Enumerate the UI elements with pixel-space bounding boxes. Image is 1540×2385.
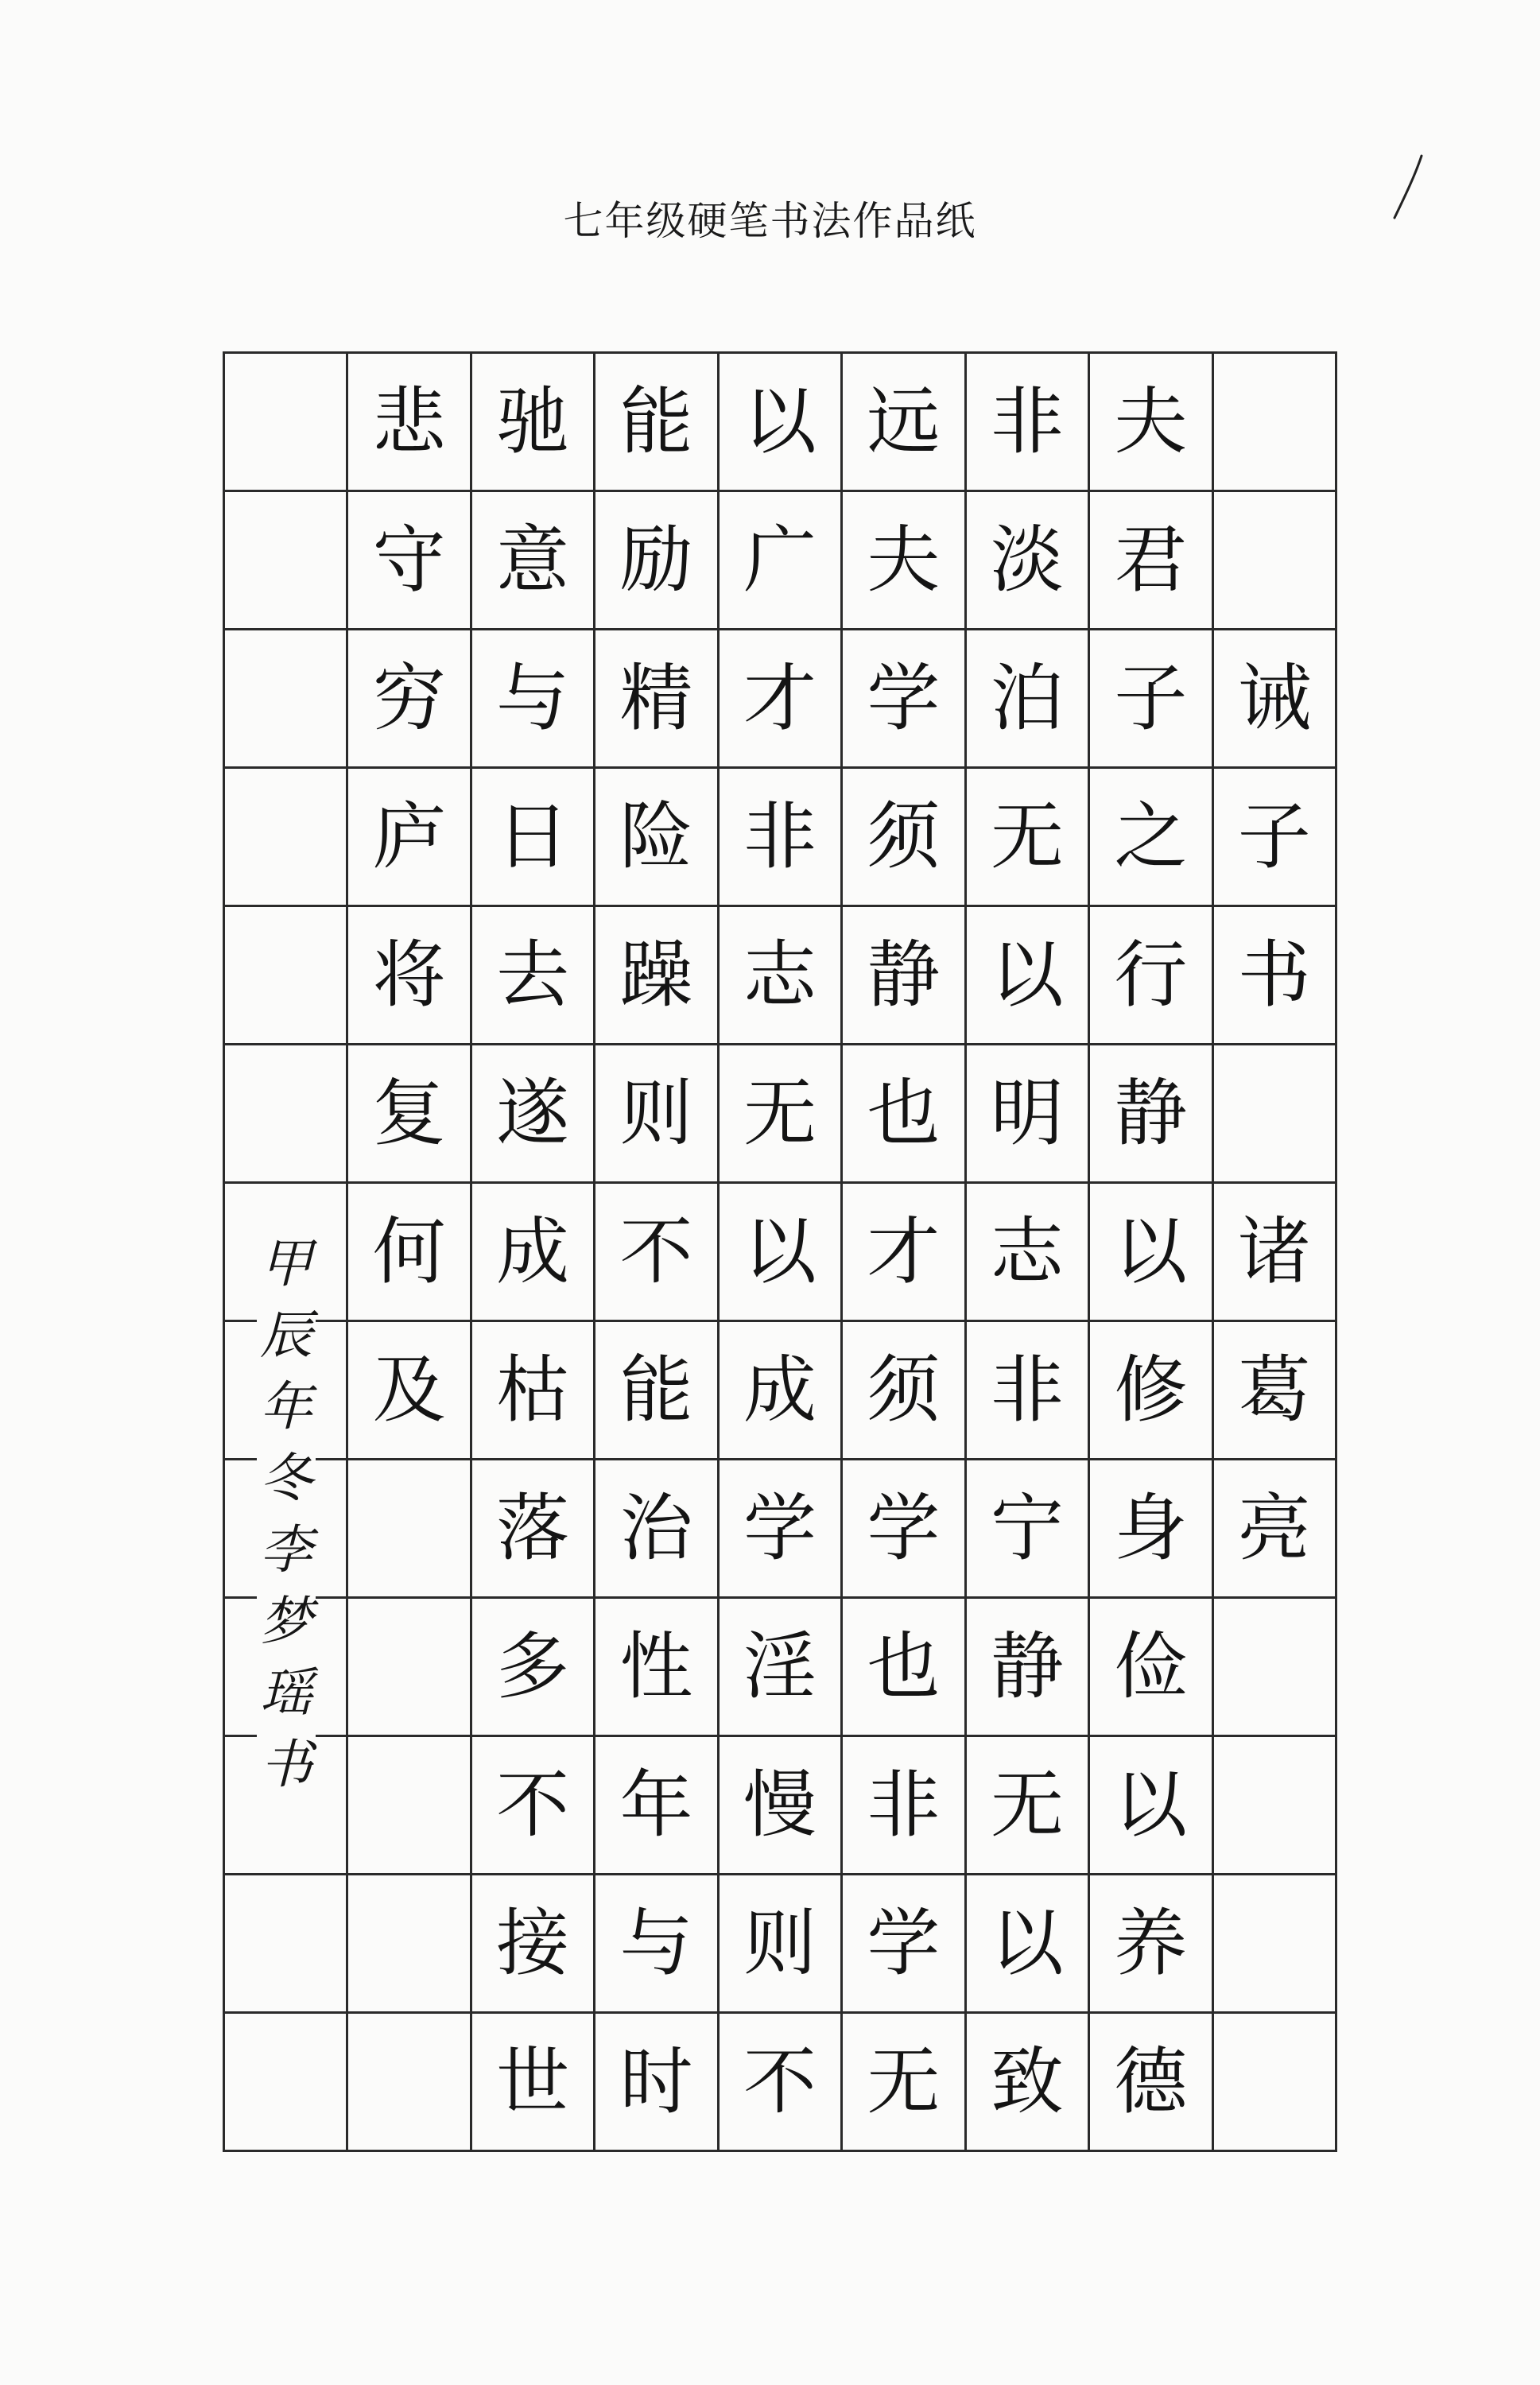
character-grid (223, 351, 1337, 2152)
grid-cell: 时 (595, 2014, 719, 2152)
grid-cell (225, 1737, 348, 1875)
grid-cell: 俭 (1090, 1599, 1213, 1737)
grid-cell: 静 (967, 1599, 1090, 1737)
grid-cell (1214, 1737, 1337, 1875)
grid-cell: 须 (843, 1322, 966, 1460)
grid-cell: 以 (720, 354, 843, 492)
grid-cell: 广 (720, 492, 843, 630)
grid-cell: 将 (348, 907, 471, 1045)
grid-cell (225, 354, 348, 492)
grid-cell: 年 (595, 1737, 719, 1875)
grid-cell: 躁 (595, 907, 719, 1045)
grid-cell: 身 (1090, 1460, 1213, 1599)
grid-cell: 枯 (472, 1322, 595, 1460)
signature-char: 梦 (257, 1586, 316, 1658)
signature-char: 辰 (257, 1300, 316, 1371)
grid-cell (225, 1045, 348, 1184)
grid-cell (225, 1599, 348, 1737)
grid-cell: 不 (720, 2014, 843, 2152)
signature-char: 甲 (257, 1228, 316, 1300)
grid-cell: 君 (1090, 492, 1213, 630)
grid-cell: 之 (1090, 769, 1213, 907)
grid-cell: 无 (720, 1045, 843, 1184)
signature-char: 冬 (257, 1443, 316, 1514)
grid-cell: 夫 (843, 492, 966, 630)
grid-cell: 落 (472, 1460, 595, 1599)
grid-cell: 日 (472, 769, 595, 907)
grid-cell: 亮 (1214, 1460, 1337, 1599)
grid-cell: 成 (720, 1322, 843, 1460)
grid-cell (348, 1599, 471, 1737)
grid-cell (225, 630, 348, 769)
grid-cell: 志 (967, 1184, 1090, 1322)
sheet-title: 七年级硬笔书法作品纸 (563, 198, 977, 244)
grid-cell: 非 (720, 769, 843, 907)
signature-char: 李 (257, 1514, 316, 1586)
grid-cell (1214, 1875, 1337, 2014)
grid-cell (348, 1460, 471, 1599)
grid-cell: 去 (472, 907, 595, 1045)
grid-cell: 以 (1090, 1184, 1213, 1322)
grid-cell: 才 (843, 1184, 966, 1322)
grid-cell: 诫 (1214, 630, 1337, 769)
grid-cell: 诸 (1214, 1184, 1337, 1322)
grid-cell (348, 1875, 471, 2014)
grid-cell: 无 (967, 769, 1090, 907)
grid-cell (1214, 2014, 1337, 2152)
grid-cell (1214, 1599, 1337, 1737)
grid-cell: 意 (472, 492, 595, 630)
grid-cell: 子 (1090, 630, 1213, 769)
grid-cell: 遂 (472, 1045, 595, 1184)
signature-char: 年 (257, 1371, 316, 1443)
grid-cell: 则 (720, 1875, 843, 2014)
grid-cell: 世 (472, 2014, 595, 2152)
grid-cell: 静 (843, 907, 966, 1045)
grid-cell: 性 (595, 1599, 719, 1737)
grid-cell (225, 1322, 348, 1460)
grid-cell: 明 (967, 1045, 1090, 1184)
grid-cell: 志 (720, 907, 843, 1045)
grid-cell: 及 (348, 1322, 471, 1460)
grid-cell: 无 (967, 1737, 1090, 1875)
grid-cell: 宁 (967, 1460, 1090, 1599)
grid-cell: 学 (843, 1875, 966, 2014)
grid-cell (225, 492, 348, 630)
grid-cell (225, 1875, 348, 2014)
grid-cell: 成 (472, 1184, 595, 1322)
grid-cell: 学 (843, 630, 966, 769)
grid-cell: 能 (595, 1322, 719, 1460)
grid-cell: 养 (1090, 1875, 1213, 2014)
grid-cell: 以 (1090, 1737, 1213, 1875)
grid-cell: 非 (967, 354, 1090, 492)
grid-cell: 须 (843, 769, 966, 907)
grid-cell: 复 (348, 1045, 471, 1184)
grid-cell: 德 (1090, 2014, 1213, 2152)
grid-cell: 庐 (348, 769, 471, 907)
grid-cell: 精 (595, 630, 719, 769)
grid-cell: 葛 (1214, 1322, 1337, 1460)
grid-cell (348, 1737, 471, 1875)
grid-cell: 泊 (967, 630, 1090, 769)
grid-cell: 淫 (720, 1599, 843, 1737)
grid-cell: 以 (967, 907, 1090, 1045)
grid-cell: 学 (843, 1460, 966, 1599)
grid-cell (225, 2014, 348, 2152)
grid-cell: 行 (1090, 907, 1213, 1045)
grid-cell (225, 907, 348, 1045)
grid-cell: 非 (843, 1737, 966, 1875)
grid-cell (225, 1460, 348, 1599)
grid-cell (348, 2014, 471, 2152)
grid-cell: 何 (348, 1184, 471, 1322)
grid-cell (1214, 492, 1337, 630)
grid-cell: 慢 (720, 1737, 843, 1875)
signature-char: 瑶 (257, 1658, 316, 1729)
grid-cell: 接 (472, 1875, 595, 2014)
grid-cell: 才 (720, 630, 843, 769)
grid-cell: 也 (843, 1599, 966, 1737)
grid-cell: 以 (720, 1184, 843, 1322)
grid-cell (225, 1184, 348, 1322)
grid-cell: 不 (472, 1737, 595, 1875)
grid-cell (1214, 354, 1337, 492)
grid-cell: 淡 (967, 492, 1090, 630)
grid-cell: 则 (595, 1045, 719, 1184)
grid-cell: 书 (1214, 907, 1337, 1045)
grid-cell: 驰 (472, 354, 595, 492)
grid-cell (225, 769, 348, 907)
grid-cell: 以 (967, 1875, 1090, 2014)
grid-cell: 多 (472, 1599, 595, 1737)
grid-cell: 守 (348, 492, 471, 630)
pen-stroke-mark (1383, 151, 1431, 223)
grid-cell: 子 (1214, 769, 1337, 907)
grid-cell (1214, 1045, 1337, 1184)
grid-cell: 能 (595, 354, 719, 492)
grid-cell: 治 (595, 1460, 719, 1599)
grid-cell: 静 (1090, 1045, 1213, 1184)
grid-cell: 不 (595, 1184, 719, 1322)
grid-cell: 励 (595, 492, 719, 630)
grid-cell: 无 (843, 2014, 966, 2152)
grid-cell: 修 (1090, 1322, 1213, 1460)
grid-cell: 远 (843, 354, 966, 492)
grid-cell: 非 (967, 1322, 1090, 1460)
grid-cell: 也 (843, 1045, 966, 1184)
grid-cell: 悲 (348, 354, 471, 492)
grid-cell: 穷 (348, 630, 471, 769)
grid-cell: 夫 (1090, 354, 1213, 492)
grid-cell: 致 (967, 2014, 1090, 2152)
grid-cell: 与 (595, 1875, 719, 2014)
grid-cell: 学 (720, 1460, 843, 1599)
signature-char: 书 (257, 1729, 316, 1801)
grid-cell: 险 (595, 769, 719, 907)
grid-cell: 与 (472, 630, 595, 769)
